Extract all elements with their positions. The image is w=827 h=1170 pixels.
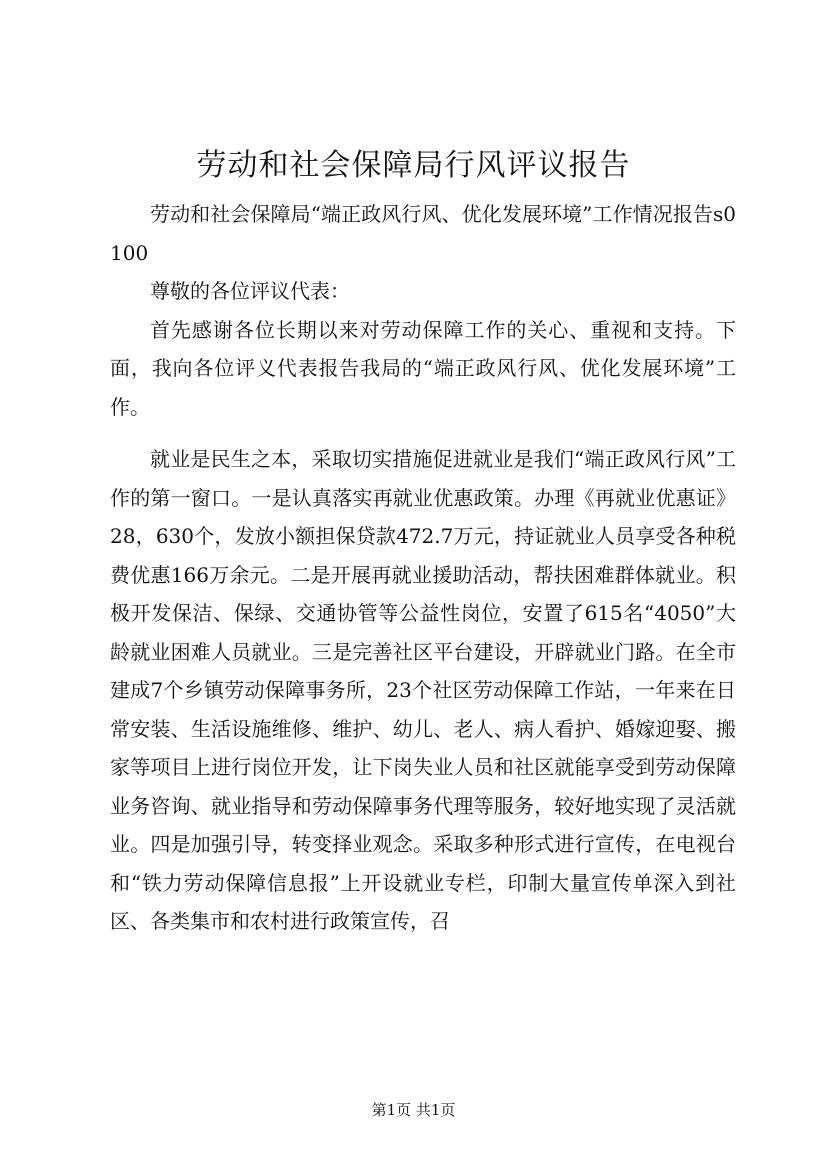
page-title: 劳动和社会保障局行风评议报告 bbox=[196, 148, 631, 183]
page-footer bbox=[0, 1100, 827, 1120]
document-body bbox=[110, 195, 736, 941]
employment-paragraph: 就业是民生之本，采取切实措施促进就业是我们“端正政风行风”工作的第一窗口。一是认真落实再就业优惠政策。办理《再就业优惠证》28，630个，发放小额担保贷款472.7万元，持证就业人员享受各种税费优惠166万余元。二是开展再就业援助活动，帮扶困难群体就业。积极开发保洁、保绿、交通协管等公益性岗位，安置了615名“4050”大龄就业困难人员就业。三是完善社区平台建设，开辟就业门路。在全市建成7个乡镇劳动保障事务所，23个社区劳动保障工作站，一年来在日常安装、生活设施维修、维护、幼儿、老人、病人看护、婚嫁迎娶、搬家等项目上进行岗位开发，让下岗失业人员和社区就能享受到劳动保障业务咨询、就业指导和劳动保障事务代理等服务，较好地实现了灵活就业。四是加强引导，转变择业观念。采取多种形式进行宣传，在电视台和“铁力劳动保障信息报”上开设就业专栏，印制大量宣传单深入到社区、各类集市和农村进行政策宣传，召 bbox=[110, 447, 736, 933]
salutation-paragraph: 尊敬的各位评议代表： bbox=[150, 279, 350, 303]
page-number: 第1页 共1页 bbox=[371, 1101, 456, 1119]
intro-paragraph: 首先感谢各位长期以来对劳动保障工作的关心、重视和支持。下面，我向各位评义代表报告我局的“端正政风行风、优化发展环境”工作。 bbox=[110, 317, 736, 419]
report-heading-paragraph: 劳动和社会保障局“端正政风行风、优化发展环境”工作情况报告s0100 bbox=[110, 202, 736, 265]
